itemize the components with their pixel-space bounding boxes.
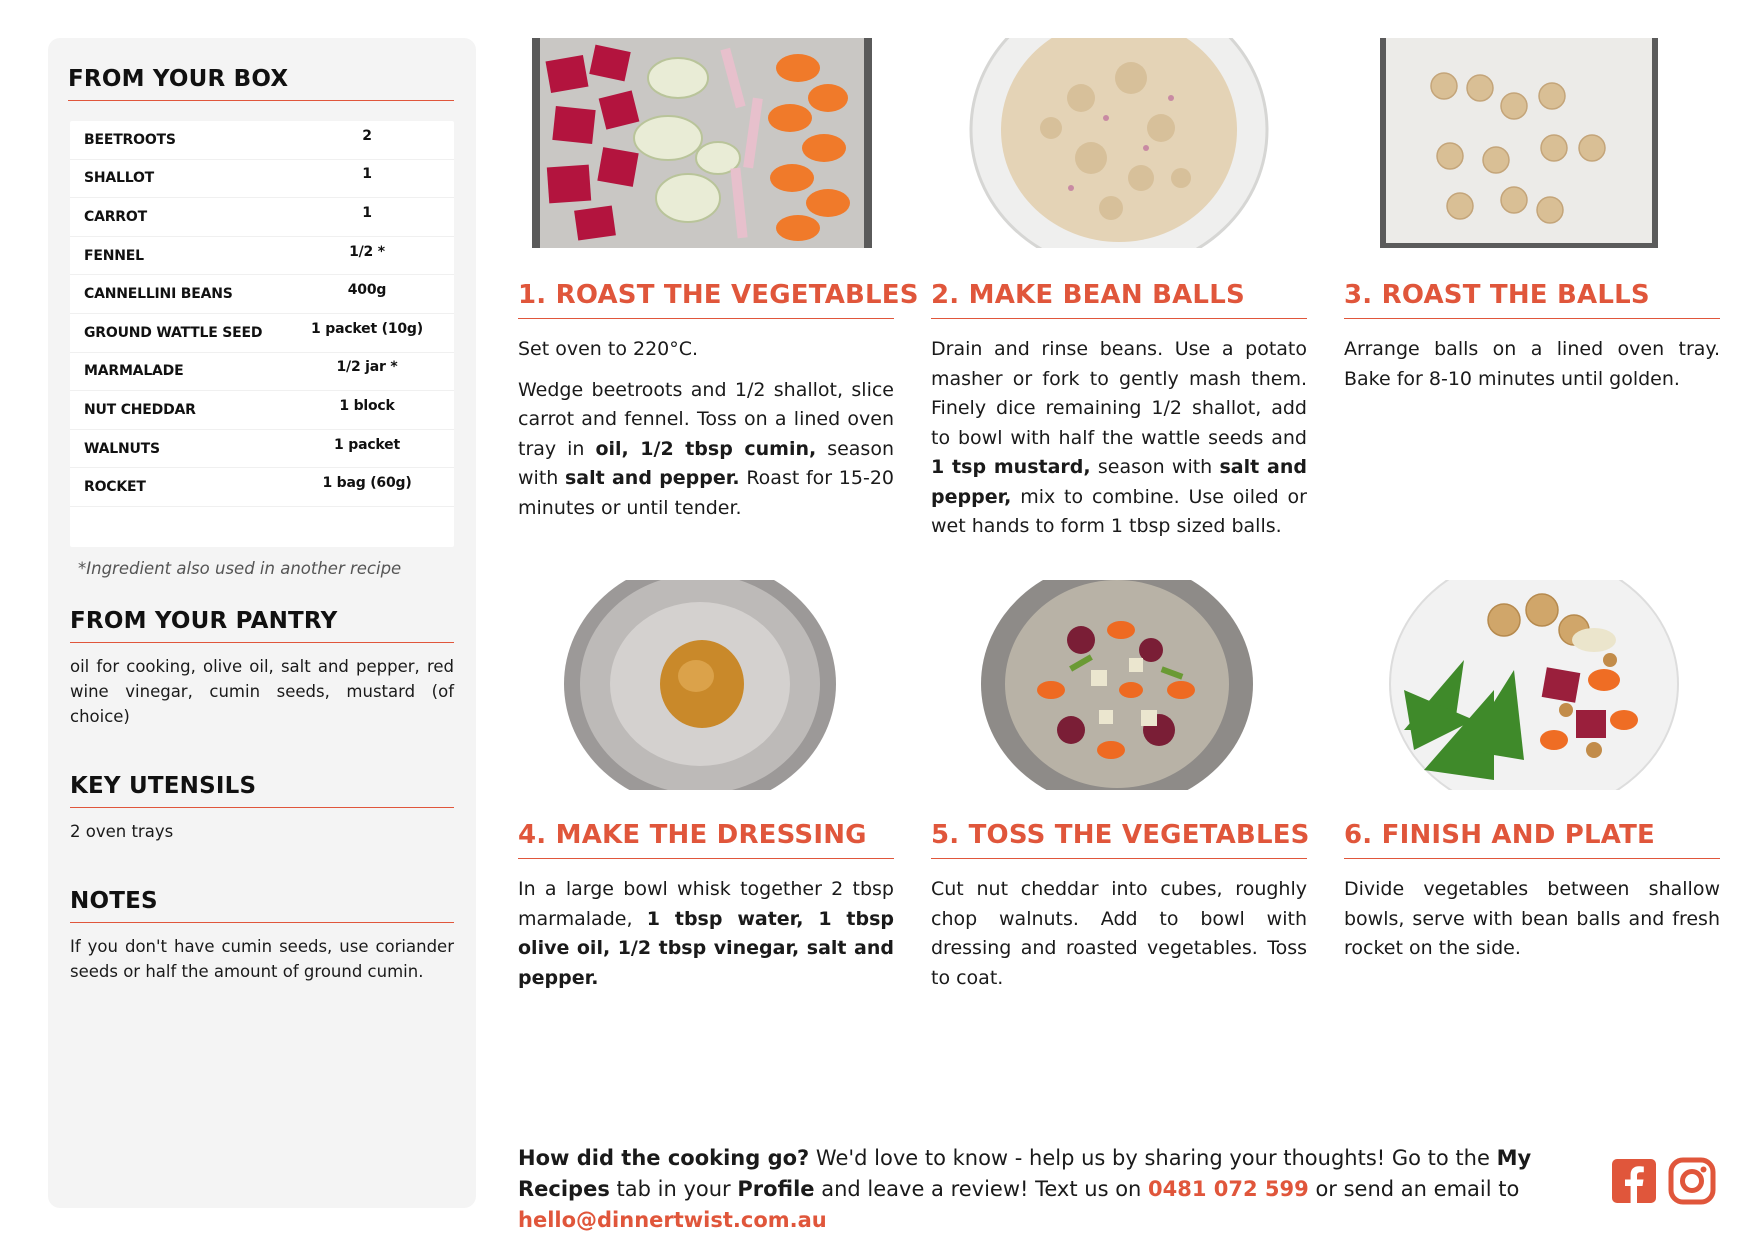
pantry-section: [70, 608, 454, 729]
step-1-title: 1. ROAST THE VEGETABLES: [518, 280, 894, 319]
utensils-heading: KEY UTENSILS: [70, 773, 454, 808]
step-3-text: Arrange balls on a lined oven tray. Bake for 8-10 minutes until golden.: [1344, 338, 1720, 390]
ingredient-row: [70, 430, 454, 469]
step-5: [931, 820, 1310, 993]
step-2-text: Drain and rinse beans. Use a potato masher or fork to gently mash them. Finely dice remaining 1/2 shallot, add to bowl with half the wattle seeds and 1 tsp mustard, season with salt and pepper, mix to combine. Use oiled or wet hands to form 1 tbsp sized balls.: [931, 338, 1307, 537]
ingredient-name: CARROT: [84, 208, 147, 225]
facebook-icon[interactable]: [1610, 1157, 1658, 1205]
step-1: [518, 280, 919, 523]
step-2-body: [931, 335, 1307, 542]
ingredient-name: SHALLOT: [84, 170, 155, 187]
step-4-body: [518, 875, 894, 993]
ingredient-qty: 1: [362, 166, 372, 183]
ingredient-row: [70, 275, 454, 314]
utensils-text: 2 oven trays: [70, 821, 174, 841]
step-3: [1344, 280, 1720, 394]
ingredient-name: FENNEL: [84, 247, 144, 264]
my-recipes-link[interactable]: My Recipes: [518, 1146, 1532, 1201]
ingredient-qty: 1/2 jar *: [336, 359, 398, 376]
ingredient-qty: 400g: [347, 282, 387, 299]
ingredient-qty: 1 block: [339, 397, 395, 414]
ingredient-name: ROCKET: [84, 479, 146, 496]
step-1-text-2: Wedge beetroots and 1/2 shallot, slice carrot and fennel. Toss on a lined oven tray in oil, 1/2 tbsp cumin, season with salt and pepper. Roast for 15-20 minutes or until tender.: [518, 378, 895, 519]
ingredient-qty: 2: [362, 127, 372, 144]
ingredients-table: [70, 121, 454, 547]
ingredient-name: NUT CHEDDAR: [84, 401, 196, 418]
photo-dressing-bowl: [518, 580, 894, 790]
instagram-icon[interactable]: [1668, 1157, 1716, 1205]
photo-plated-dish: [1344, 580, 1720, 790]
photo-roasting-tray-vegetables: [518, 38, 894, 248]
footer-question: How did the cooking go?: [518, 1146, 810, 1170]
step-3-body: [1344, 335, 1720, 394]
photo-tossed-vegetables-bowl: [931, 580, 1307, 790]
step-6-text: Divide vegetables between shallow bowls, serve with bean balls and fresh rocket on the side.: [1344, 878, 1720, 959]
utensils-section: [70, 773, 454, 844]
from-your-box-heading: FROM YOUR BOX: [68, 66, 454, 101]
photo-mashed-bean-bowl: [931, 38, 1307, 248]
phone-link[interactable]: 0481 072 599: [1148, 1177, 1309, 1201]
notes-heading: NOTES: [70, 888, 454, 923]
ingredient-row: [70, 468, 454, 507]
step-1-text: Set oven to 220°C.: [518, 338, 699, 360]
email-link[interactable]: hello@dinnertwist.com.au: [518, 1208, 827, 1232]
step-5-title: 5. TOSS THE VEGETABLES: [931, 820, 1307, 859]
ingredient-qty: 1/2 *: [349, 243, 385, 260]
feedback-footer: How did the cooking go? We'd love to know - help us by sharing your thoughts! Go to the My Recipes tab in your Profile and leave a review! Text us on 0481 072 599 or send an email to hello@dinnertwist.com.au: [518, 1146, 1532, 1232]
step-6-body: [1344, 875, 1720, 964]
ingredient-qty: 1 packet: [334, 436, 400, 453]
ingredients-panel: [48, 38, 476, 1208]
ingredient-row: [70, 237, 454, 276]
ingredient-row: [70, 198, 454, 237]
ingredient-name: CANNELLINI BEANS: [84, 286, 233, 303]
ingredient-name: MARMALADE: [84, 363, 184, 380]
ingredient-name: GROUND WATTLE SEED: [84, 324, 263, 341]
step-4: [518, 820, 894, 993]
pantry-heading: FROM YOUR PANTRY: [70, 608, 454, 643]
notes-section: [70, 888, 454, 984]
step-1-body: [518, 335, 894, 523]
ingredient-qty: 1 bag (60g): [322, 475, 412, 492]
ingredient-name: WALNUTS: [84, 440, 160, 457]
step-4-title: 4. MAKE THE DRESSING: [518, 820, 894, 859]
step-2-title: 2. MAKE BEAN BALLS: [931, 280, 1307, 319]
step-4-text: In a large bowl whisk together 2 tbsp marmalade, 1 tbsp water, 1 tbsp olive oil, 1/2 tbsp vinegar, salt and pepper.: [518, 878, 894, 989]
ingredient-row: [70, 160, 454, 199]
ingredient-row: [70, 353, 454, 392]
pantry-text: oil for cooking, olive oil, salt and pepper, red wine vinegar, cumin seeds, mustard (of choice): [70, 656, 454, 726]
step-3-title: 3. ROAST THE BALLS: [1344, 280, 1720, 319]
ingredient-name: BEETROOTS: [84, 131, 176, 148]
ingredient-row: [70, 121, 454, 160]
ingredients-table-spacer: [70, 507, 454, 547]
ingredient-row: [70, 314, 454, 353]
photo-bean-balls-tray: [1344, 38, 1720, 248]
notes-text: If you don't have cumin seeds, use coriander seeds or half the amount of ground cumin.: [70, 936, 454, 981]
step-5-body: [931, 875, 1307, 993]
step-6-title: 6. FINISH AND PLATE: [1344, 820, 1720, 859]
ingredient-qty: 1: [362, 204, 372, 221]
profile-link[interactable]: Profile: [737, 1177, 815, 1201]
step-6: [1344, 820, 1720, 964]
step-5-text: Cut nut cheddar into cubes, roughly chop walnuts. Add to bowl with dressing and roasted vegetables. Toss to coat.: [931, 878, 1307, 989]
ingredient-row: [70, 391, 454, 430]
ingredient-note: *Ingredient also used in another recipe: [78, 558, 402, 578]
step-2: [931, 280, 1307, 542]
ingredient-qty: 1 packet (10g): [311, 320, 423, 337]
